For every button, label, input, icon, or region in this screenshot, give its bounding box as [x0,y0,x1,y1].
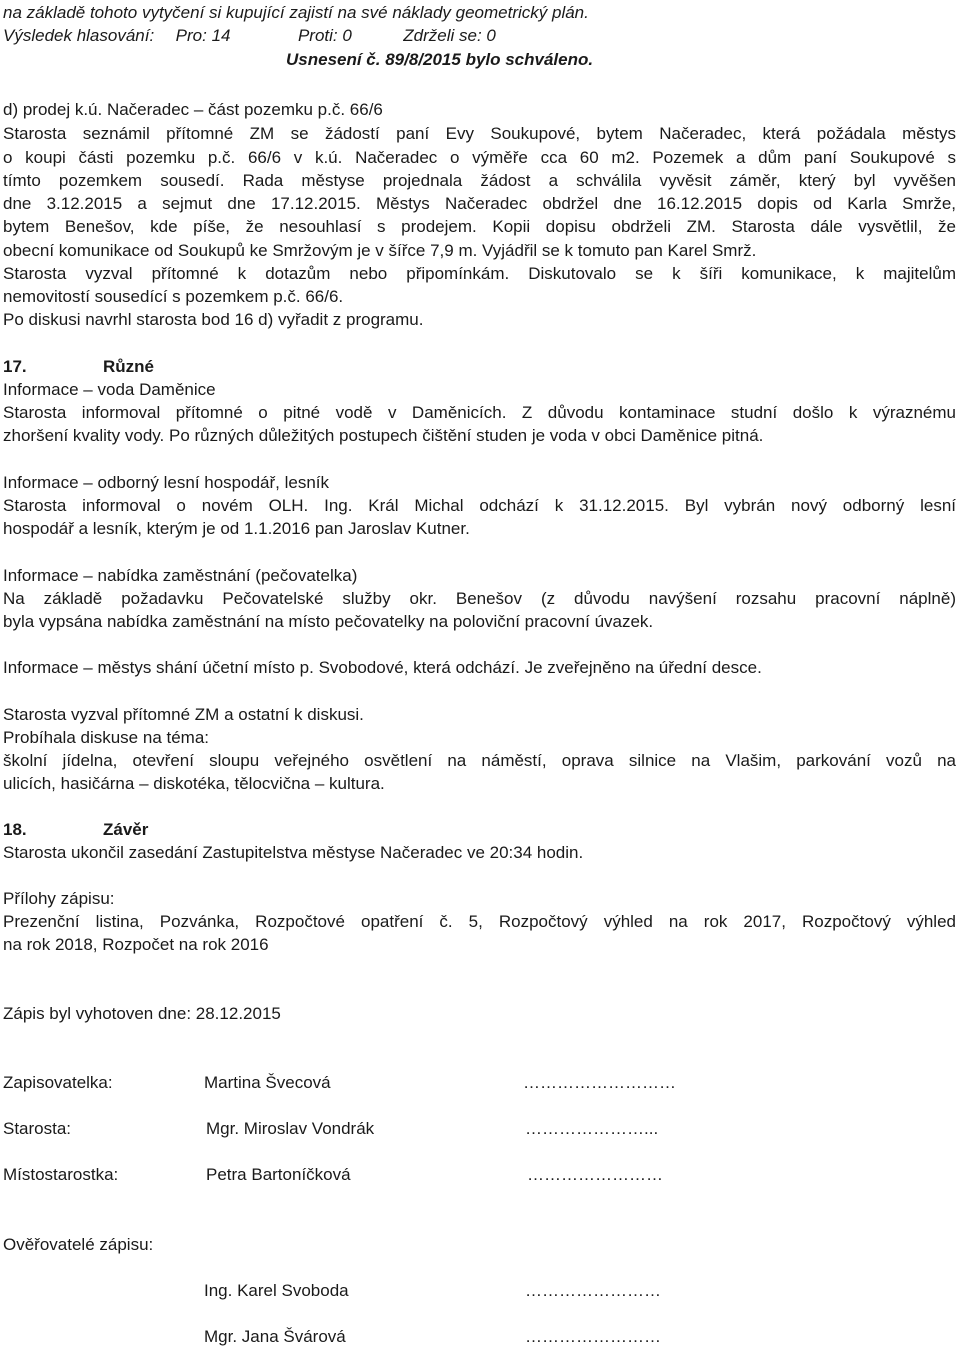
section-17-title: Různé [103,357,154,376]
diskuse-line: ulicích, hasičárna – diskotéka, tělocvična – kultura. [3,774,385,793]
diskuse-line: školní jídelna, otevření sloupu veřejného osvětlení na náměstí, oprava silnice na Vlašim, parkování vozů na [3,751,956,770]
item-d-line: Starosta vyzval přítomné k dotazům nebo připomínkám. Diskutovalo se k šíři komunikace, k majitelům [3,264,956,283]
prilohy-line: Prezenční listina, Pozvánka, Rozpočtové opatření č. 5, Rozpočtový výhled na rok 2017, Rozpočtový výhled [3,912,956,931]
signature-role: Zapisovatelka: [3,1073,113,1092]
overovatel-line: …………………… [525,1327,661,1346]
zaver-line: Starosta ukončil zasedání Zastupitelstva městyse Načeradec ve 20:34 hodin. [3,843,584,862]
section-18-title: Závěr [103,820,149,839]
signature-line: ……………………… [523,1073,676,1092]
intro-line: na základě tohoto vytyčení si kupující zajistí na své náklady geometrický plán. [3,3,589,22]
signature-name: Petra Bartoníčková [206,1165,351,1184]
voda-line: Starosta informoval přítomné o pitné vodě v Daměnicích. Z důvodu kontaminace studní došlo k výraznému [3,403,956,422]
vyhotoven-line: Zápis byl vyhotoven dne: 28.12.2015 [3,1004,281,1023]
lesnik-line: hospodář a lesník, kterým je od 1.1.2016 pan Jaroslav Kutner. [3,519,470,538]
resolution: Usnesení č. 89/8/2015 bylo schváleno. [286,50,594,69]
item-d-title: d) prodej k.ú. Načeradec – část pozemku p.č. 66/6 [3,100,383,119]
diskuse-line: Starosta vyzval přítomné ZM a ostatní k diskusi. [3,705,364,724]
signature-name: Mgr. Miroslav Vondrák [206,1119,375,1138]
signature-line: …………………... [525,1119,659,1138]
signature-name: Martina Švecová [204,1073,331,1092]
signature-role: Starosta: [3,1119,72,1138]
vote-result [3,25,496,47]
lesnik-line: Starosta informoval o novém OLH. Ing. Král Michal odchází k 31.12.2015. Byl vybrán nový odborný lesní [3,496,956,515]
vote-pro: Pro: 14 [175,26,231,45]
section-17-heading [3,356,154,378]
overovatele-title: Ověřovatelé zápisu: [3,1235,154,1254]
voda-line: zhoršení kvality vody. Po různých důležitých postupech čištění studen je voda v obci Daměnice pitná. [3,426,764,445]
item-d-line: nemovitostí sousedící s pozemkem p.č. 66/6. [3,287,344,306]
section-18-number: 18. [3,820,27,839]
overovatel-line: …………………… [525,1281,661,1300]
item-d-line: o koupi části pozemku p.č. 66/6 v k.ú. Načeradec o výměře cca 60 m2. Pozemek a dům paní Soukupové s [3,148,956,167]
pecovatelka-title: Informace – nabídka zaměstnání (pečovatelka) [3,566,358,585]
signature-line: …………………… [527,1165,663,1184]
vote-label: Výsledek hlasování: [3,26,155,45]
section-17-number: 17. [3,357,27,376]
item-d-line: dne 3.12.2015 a sejmut dne 17.12.2015. Městys Načeradec obdržel dne 16.12.2015 dopis od Karla Smrže, [3,194,956,213]
signature-role: Místostarostka: [3,1165,119,1184]
item-d-line: Starosta seznámil přítomné ZM se žádostí paní Evy Soukupové, bytem Načeradec, která požádala městys [3,124,956,143]
diskuse-line: Probíhala diskuse na téma: [3,728,210,747]
ucetni-line: Informace – městys shání účetní místo p. Svobodové, která odchází. Je zveřejněno na úřední desce. [3,658,762,677]
vote-zdrzeli: Zdrželi se: 0 [403,26,496,45]
pecovatelka-line: Na základě požadavku Pečovatelské služby okr. Benešov (z důvodu navýšení rozsahu pracovní náplně) [3,589,956,608]
voda-title: Informace – voda Daměnice [3,380,216,399]
overovatel-name: Ing. Karel Svoboda [204,1281,349,1300]
item-d-line: bytem Benešov, kde píše, že nesouhlasí s prodejem. Kopii dopisu obdrželi ZM. Starosta dále vysvětlil, že [3,217,956,236]
item-d-line: tímto pozemkem sousedí. Rada městyse projednala žádost a schválila vyvěsit záměr, který byl vyvěšen [3,171,956,190]
item-d-line: obecní komunikace od Soukupů ke Smržovým je v šířce 7,9 m. Vyjádřil se k tomuto pan Karel Smrž. [3,241,757,260]
item-d-line: Po diskusi navrhl starosta bod 16 d) vyřadit z programu. [3,310,424,329]
vote-proti: Proti: 0 [297,26,352,45]
prilohy-line: na rok 2018, Rozpočet na rok 2016 [3,935,269,954]
section-18-heading [3,819,148,841]
overovatel-name: Mgr. Jana Švárová [204,1327,346,1346]
prilohy-title: Přílohy zápisu: [3,889,115,908]
lesnik-title: Informace – odborný lesní hospodář, lesník [3,473,330,492]
pecovatelka-line: byla vypsána nabídka zaměstnání na místo pečovatelky na poloviční pracovní úvazek. [3,612,654,631]
